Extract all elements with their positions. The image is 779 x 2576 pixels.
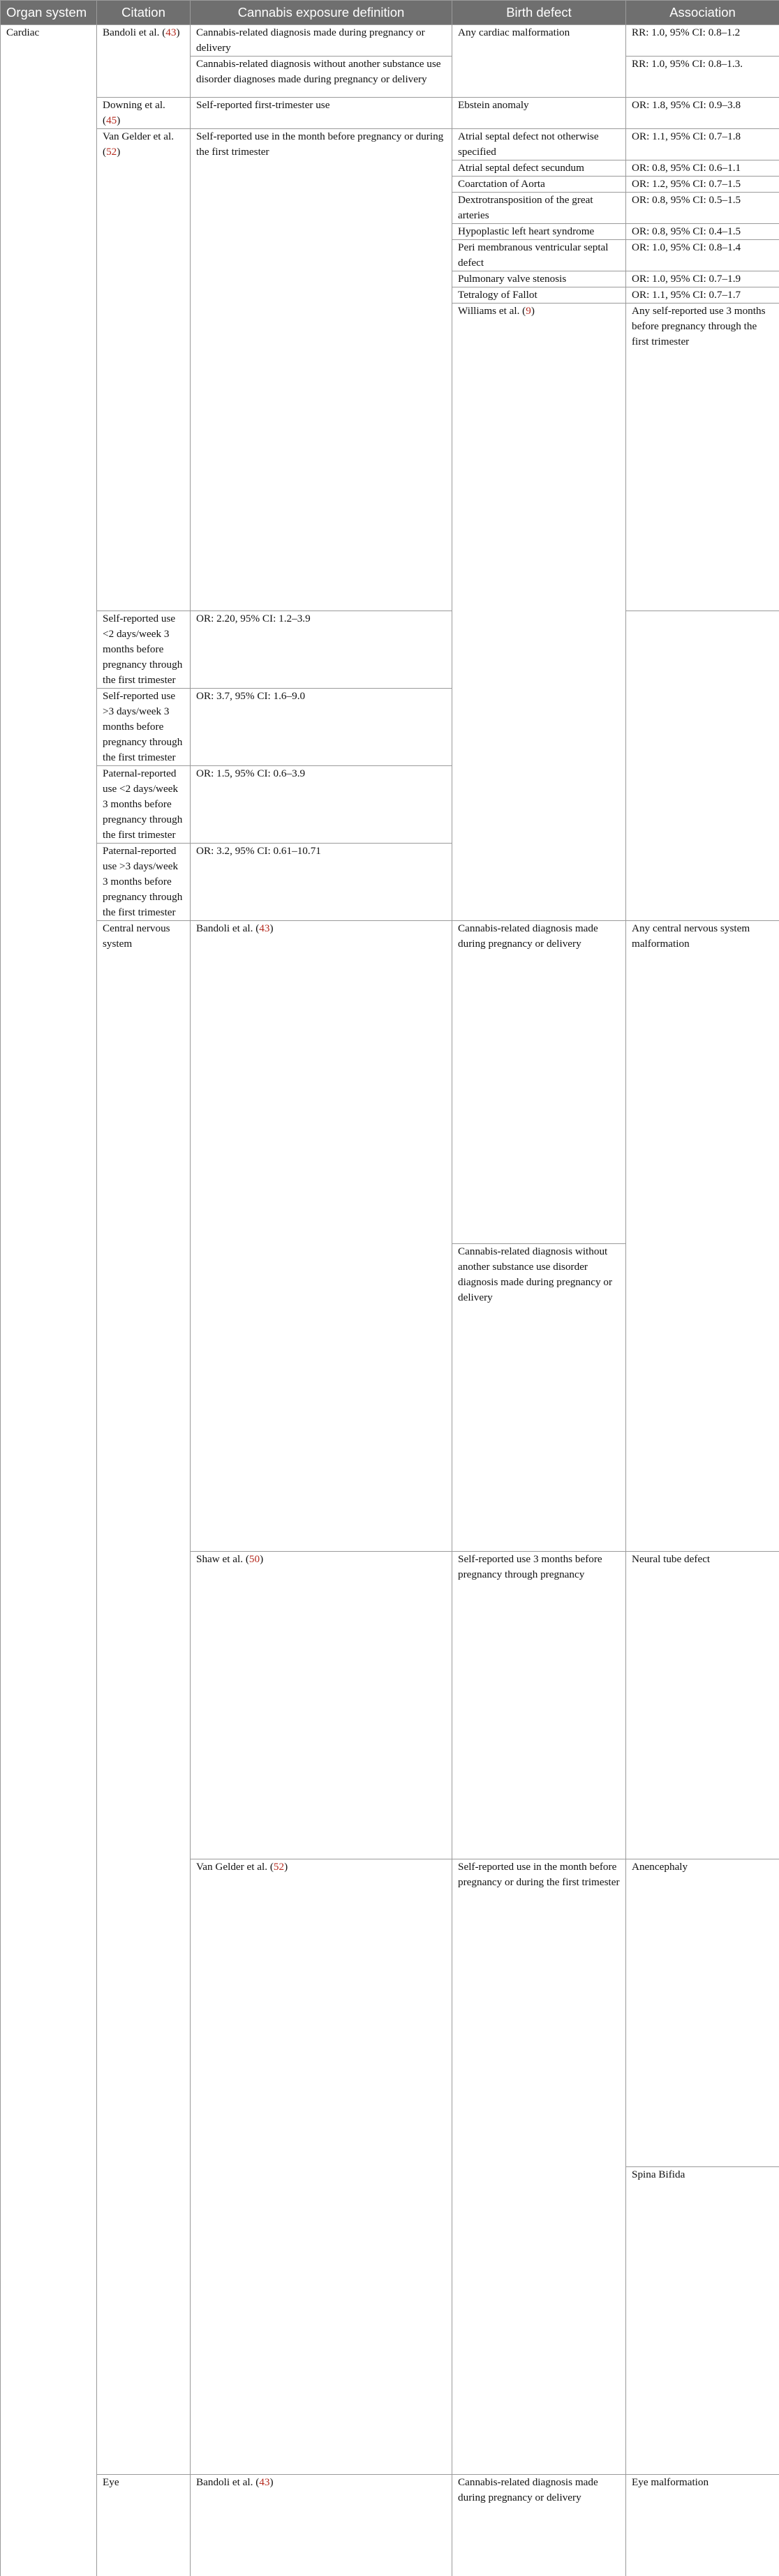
organ-system-cell: [1, 25, 97, 2576]
birth-defect-cell: [452, 129, 626, 160]
association-cell-text: OR: 3.2, 95% CI: 0.61–10.71: [196, 844, 446, 859]
citation-author: Williams et al. (: [458, 305, 526, 317]
association-cell: [626, 25, 779, 57]
table-row: [1, 98, 779, 129]
association-cell: [626, 177, 779, 193]
birth-defect-cell: [452, 287, 626, 304]
association-cell: [626, 224, 779, 240]
reference-link[interactable]: 52: [106, 146, 117, 158]
association-cell: [626, 240, 779, 271]
association-cell-text: OR: 1.5, 95% CI: 0.6–3.9: [196, 766, 446, 781]
association-cell-text: OR: 0.8, 95% CI: 0.6–1.1: [632, 160, 773, 176]
association-cell: [191, 611, 452, 689]
birth-defect-cell-text: Anencephaly: [632, 1859, 773, 1875]
organ-system-cell: [97, 2475, 191, 2576]
citation-cell: [191, 1859, 452, 2475]
citation-cell-text: [103, 98, 184, 128]
birth-defect-cell-text: Coarctation of Aorta: [458, 177, 620, 192]
citation-author: Van Gelder et al. (: [103, 130, 174, 158]
exposure-definition-cell: [97, 844, 191, 921]
table-row: [1, 921, 779, 1244]
exposure-definition-cell-text: Cannabis-related diagnosis made during pregnancy or delivery: [458, 921, 620, 952]
exposure-definition-cell-text: Cannabis-related diagnosis without another substance use disorder diagnoses made during pregnancy or delivery: [196, 57, 446, 87]
citation-cell: [191, 1552, 452, 1859]
citation-cell-text: [103, 129, 184, 160]
citation-cell: [191, 2475, 452, 2576]
association-cell: [191, 689, 452, 766]
citation-close-paren: ): [176, 27, 179, 38]
table-row: [1, 25, 779, 57]
citation-close-paren: ): [284, 1861, 288, 1873]
citation-cell-text: [103, 25, 184, 40]
birth-defect-cell-text: Eye malformation: [632, 2475, 773, 2490]
exposure-definition-cell: [191, 129, 452, 611]
citation-close-paren: ): [117, 114, 120, 126]
association-cell-text: OR: 2.20, 95% CI: 1.2–3.9: [196, 611, 446, 627]
header-citation: Citation: [97, 1, 191, 25]
association-cell-text: OR: 1.8, 95% CI: 0.9–3.8: [632, 98, 773, 113]
citation-author: Bandoli et al. (: [196, 2476, 259, 2488]
exposure-definition-cell: [452, 1859, 626, 2475]
reference-link[interactable]: 43: [259, 2476, 269, 2488]
citation-cell: [452, 304, 626, 921]
birth-defect-cell-text: Peri membranous ventricular septal defect: [458, 240, 620, 271]
exposure-definition-cell-text: Cannabis-related diagnosis without another substance use disorder diagnosis made during pregnancy or delivery: [458, 1244, 620, 1305]
association-cell: [191, 844, 452, 921]
header-organ-system: Organ system: [1, 1, 97, 25]
association-cell-text: OR: 0.8, 95% CI: 0.5–1.5: [632, 193, 773, 208]
exposure-definition-cell: [452, 2475, 626, 2576]
association-cell: [626, 98, 779, 129]
citation-close-paren: ): [117, 146, 120, 158]
organ-system-cell-text: Central nervous system: [103, 921, 184, 952]
reference-link[interactable]: 45: [106, 114, 117, 126]
birth-defect-cell: [626, 1859, 779, 2167]
citation-cell-text: [196, 1552, 446, 1567]
association-cell: [626, 271, 779, 287]
citation-author: Downing et al. (: [103, 99, 165, 126]
exposure-definition-cell-text: Cannabis-related diagnosis made during pregnancy or delivery: [458, 2475, 620, 2506]
citation-cell: [97, 98, 191, 129]
association-cell-text: OR: 1.0, 95% CI: 0.7–1.9: [632, 271, 773, 287]
association-cell-text: OR: 3.7, 95% CI: 1.6–9.0: [196, 689, 446, 704]
table-row: [1, 766, 779, 844]
exposure-definition-cell-text: Self-reported use 3 months before pregnancy through pregnancy: [458, 1552, 620, 1582]
exposure-definition-cell-text: Self-reported use in the month before pregnancy or during the first trimester: [196, 129, 446, 160]
birth-defect-cell-text: Hypoplastic left heart syndrome: [458, 224, 620, 239]
exposure-definition-cell: [452, 1244, 626, 1552]
association-cell-text: OR: 1.1, 95% CI: 0.7–1.7: [632, 287, 773, 303]
association-cell-text: OR: 1.2, 95% CI: 0.7–1.5: [632, 177, 773, 192]
organ-system-cell-text: Cardiac: [6, 25, 91, 40]
table-row: [1, 844, 779, 921]
association-cell-text: OR: 1.0, 95% CI: 0.8–1.4: [632, 240, 773, 255]
birth-defect-cell: [626, 2167, 779, 2475]
citation-cell: [97, 25, 191, 98]
birth-defect-cell-text: Atrial septal defect not otherwise specified: [458, 129, 620, 160]
citation-close-paren: ): [269, 2476, 273, 2488]
birth-defect-cell-text: Pulmonary valve stenosis: [458, 271, 620, 287]
association-cell: [626, 57, 779, 98]
reference-link[interactable]: 52: [274, 1861, 284, 1873]
table-body: [1, 25, 779, 2576]
reference-link[interactable]: 43: [165, 27, 176, 38]
birth-defect-cell: [452, 25, 626, 98]
birth-defect-cell: [452, 160, 626, 177]
exposure-definition-cell-text: Self-reported use >3 days/week 3 months before pregnancy through the first trimester: [103, 689, 184, 765]
exposure-definition-cell: [191, 98, 452, 129]
birth-defect-cell-text: Neural tube defect: [632, 1552, 773, 1567]
association-cell-text: RR: 1.0, 95% CI: 0.8–1.2: [632, 25, 773, 40]
citation-close-paren: ): [531, 305, 535, 317]
association-cell-text: OR: 0.8, 95% CI: 0.4–1.5: [632, 224, 773, 239]
birth-defect-cell-text: Dextrotransposition of the great arteries: [458, 193, 620, 223]
organ-system-cell-text: Eye: [103, 2475, 184, 2490]
citation-author: Van Gelder et al. (: [196, 1861, 274, 1873]
exposure-definition-cell-text: Self-reported first-trimester use: [196, 98, 446, 113]
reference-link[interactable]: 43: [259, 922, 269, 934]
header-row: [1, 1, 779, 25]
exposure-definition-cell: [626, 304, 779, 611]
exposure-definition-cell-text: Paternal-reported use >3 days/week 3 months before pregnancy through the first trimester: [103, 844, 184, 920]
birth-defect-cell-text: Atrial septal defect secundum: [458, 160, 620, 176]
exposure-definition-cell: [97, 689, 191, 766]
organ-system-cell: [97, 921, 191, 2475]
table-row: [1, 129, 779, 160]
citation-author: Bandoli et al. (: [196, 922, 259, 934]
exposure-definition-cell-text: Any self-reported use 3 months before pregnancy through the first trimester: [632, 304, 773, 350]
birth-defect-cell-text: Spina Bifida: [632, 2167, 773, 2182]
exposure-definition-cell: [452, 1552, 626, 1859]
birth-defect-cell: [452, 177, 626, 193]
birth-defect-cell: [452, 98, 626, 129]
exposure-definition-cell: [191, 57, 452, 98]
citation-author: Bandoli et al. (: [103, 27, 165, 38]
exposure-definition-cell: [97, 611, 191, 689]
exposure-definition-cell-text: Self-reported use <2 days/week 3 months before pregnancy through the first trimester: [103, 611, 184, 688]
birth-defect-cell: [452, 224, 626, 240]
birth-defect-cell: [452, 193, 626, 224]
birth-defect-cell: [626, 1552, 779, 1859]
association-cell: [626, 160, 779, 177]
association-cell: [626, 193, 779, 224]
birth-defect-cell: [452, 240, 626, 271]
reference-link[interactable]: 9: [526, 305, 531, 317]
association-cell-text: OR: 1.1, 95% CI: 0.7–1.8: [632, 129, 773, 144]
header-birth-defect: Birth defect: [452, 1, 626, 25]
birth-defect-cell-text: Ebstein anomaly: [458, 98, 620, 113]
header-association: Association: [626, 1, 779, 25]
exposure-definition-cell: [191, 25, 452, 57]
birth-defect-cell: [626, 2475, 779, 2576]
exposure-definition-cell: [452, 921, 626, 1244]
table-row: [1, 2475, 779, 2576]
citation-cell-text: [196, 921, 446, 936]
exposure-definition-cell-text: Paternal-reported use <2 days/week 3 months before pregnancy through the first trimester: [103, 766, 184, 843]
citation-cell-text: [196, 1859, 446, 1875]
birth-defect-cell-text: Any cardiac malformation: [458, 25, 620, 40]
citation-cell: [191, 921, 452, 1552]
birth-defect-cell: [452, 271, 626, 287]
exposure-definition-cell-text: Self-reported use in the month before pregnancy or during the first trimester: [458, 1859, 620, 1890]
exposure-definition-cell-text: Cannabis-related diagnosis made during pregnancy or delivery: [196, 25, 446, 56]
association-cell: [191, 766, 452, 844]
table-row: [1, 611, 779, 689]
table-row: [1, 689, 779, 766]
association-cell-text: RR: 1.0, 95% CI: 0.8–1.3.: [632, 57, 773, 72]
citation-close-paren: ): [269, 922, 273, 934]
citation-cell-text: [458, 304, 620, 319]
association-cell: [626, 287, 779, 304]
birth-defect-cell: [626, 921, 779, 1552]
citation-close-paren: ): [260, 1553, 263, 1565]
citation-cell-text: [196, 2475, 446, 2490]
citation-author: Shaw et al. (: [196, 1553, 249, 1565]
association-cell: [626, 129, 779, 160]
exposure-definition-cell: [97, 766, 191, 844]
birth-defect-cell-text: Tetralogy of Fallot: [458, 287, 620, 303]
header-exposure-definition: Cannabis exposure definition: [191, 1, 452, 25]
reference-link[interactable]: 50: [249, 1553, 260, 1565]
birth-defect-cell-text: Any central nervous system malformation: [632, 921, 773, 952]
citation-cell: [97, 129, 191, 611]
